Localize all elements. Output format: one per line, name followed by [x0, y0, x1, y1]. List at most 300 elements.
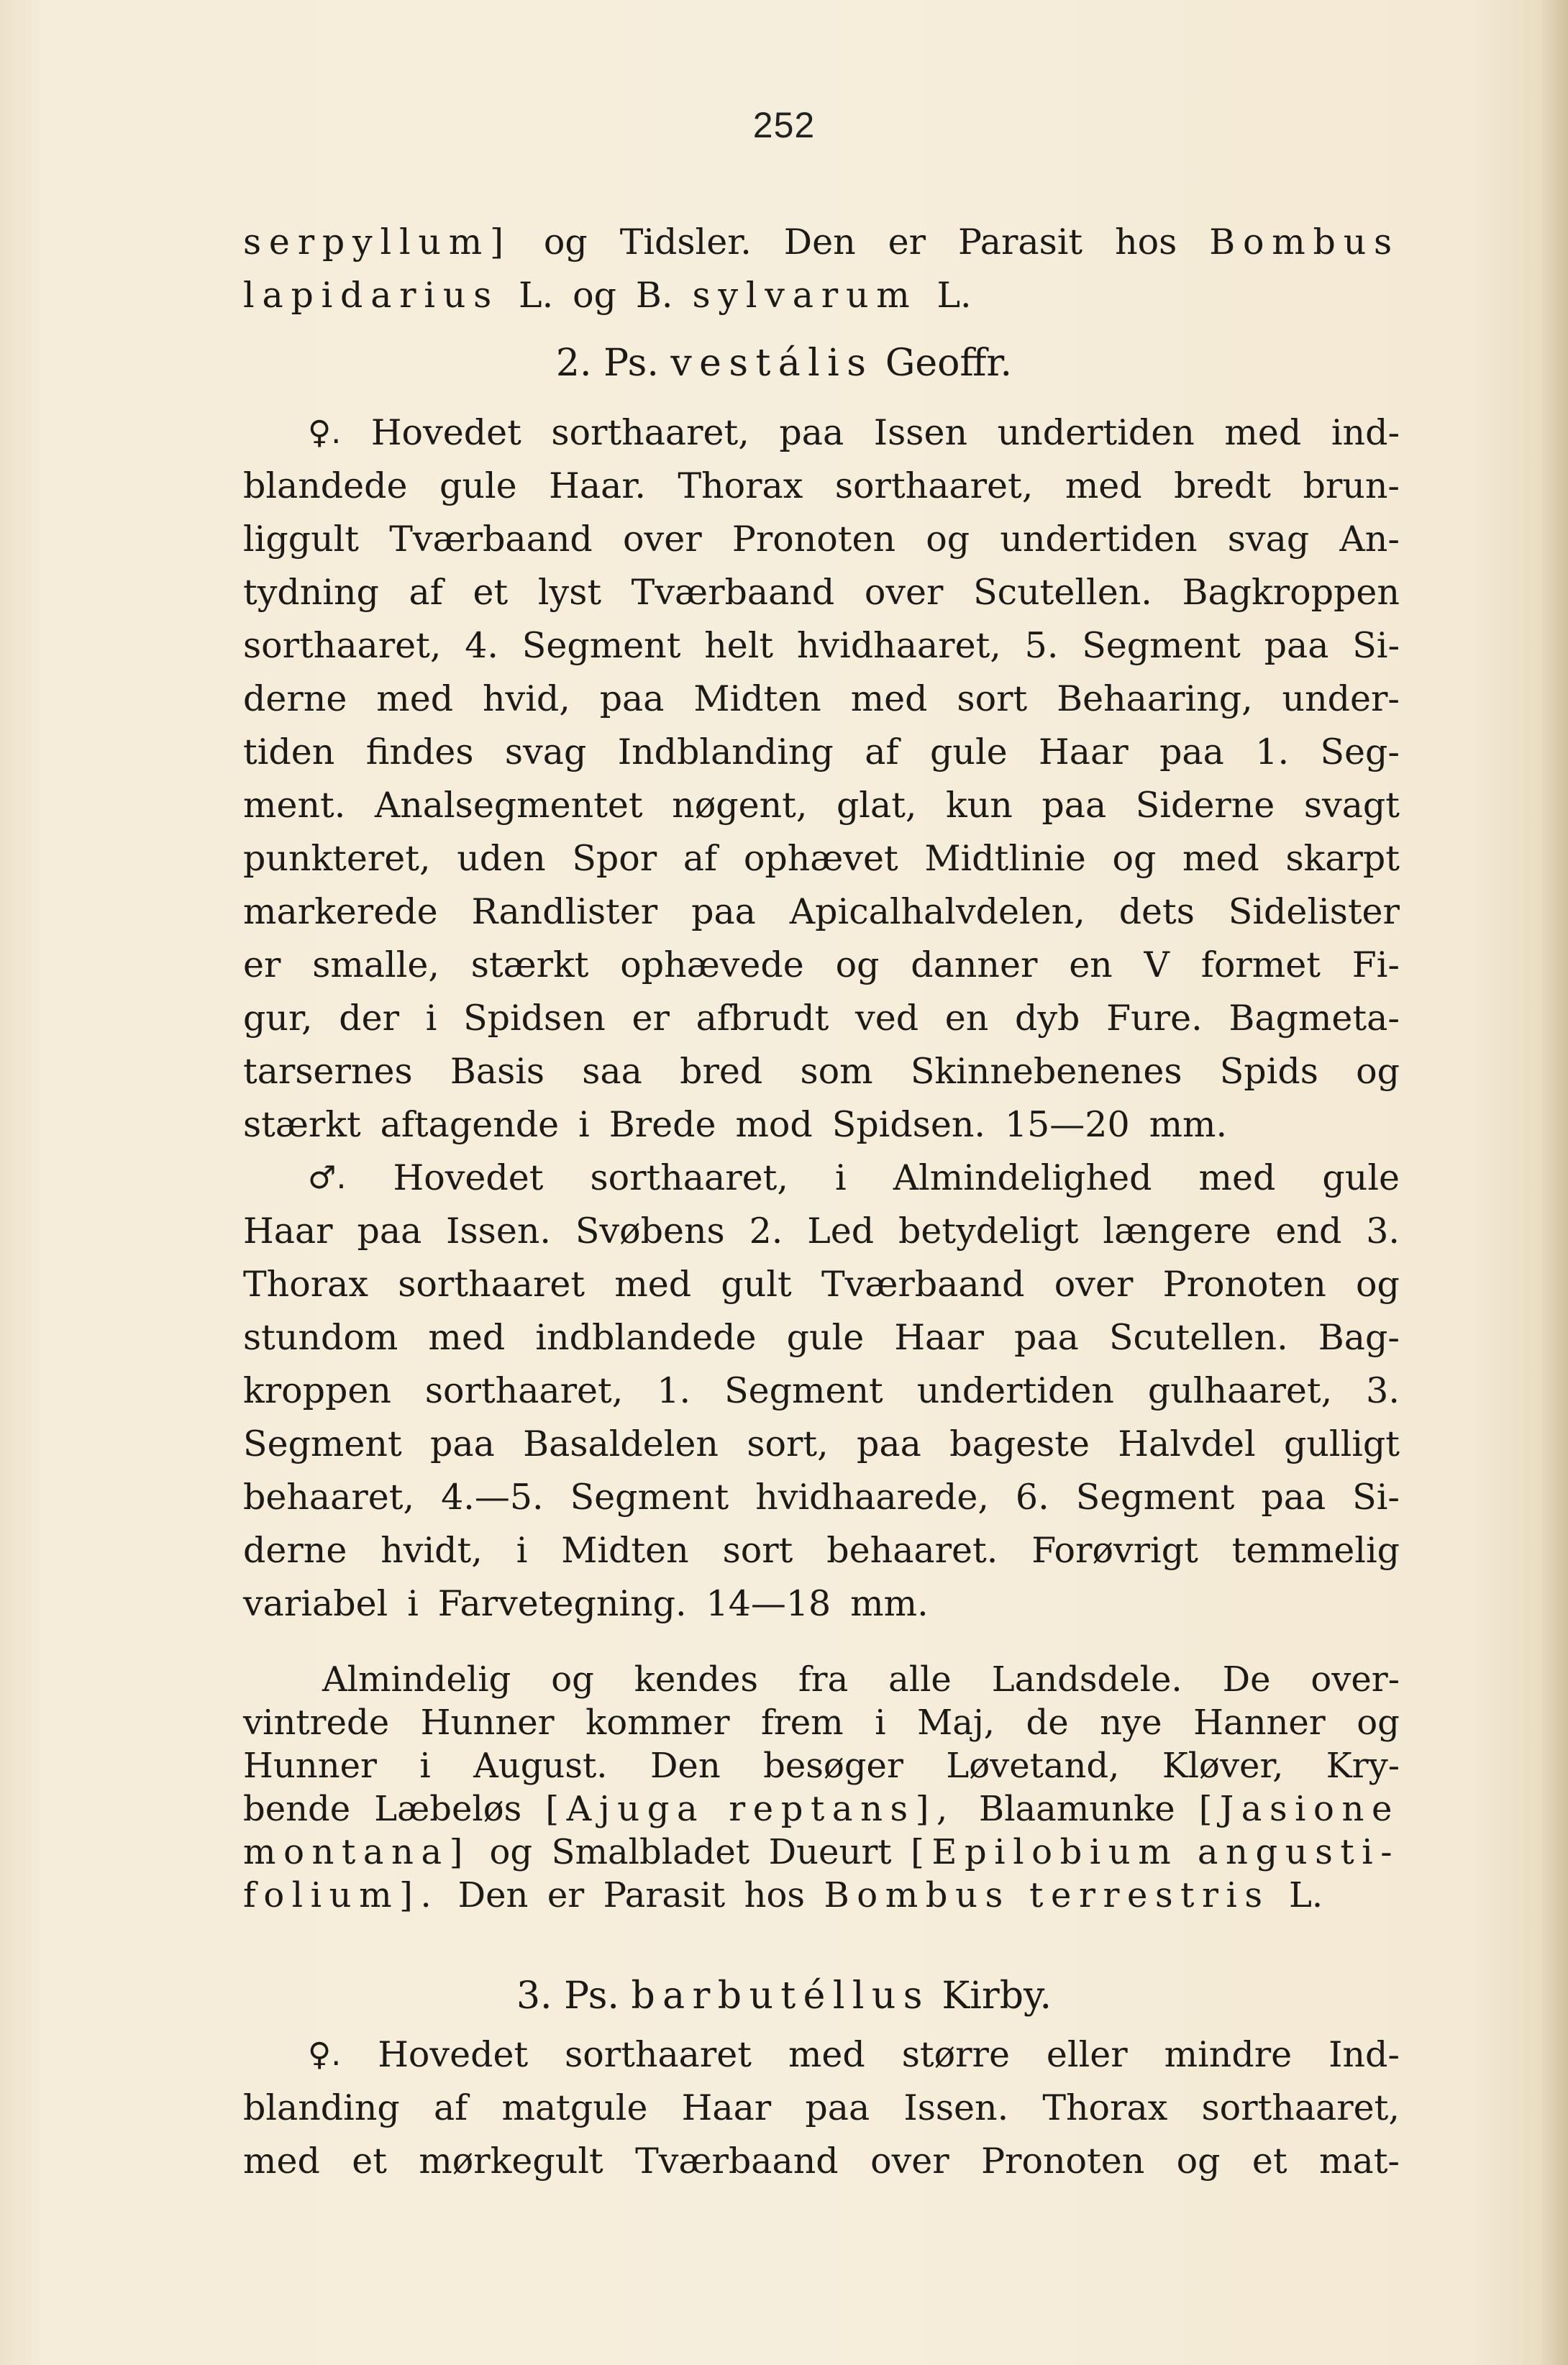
word: punkteret, [243, 838, 431, 879]
word: Segment [243, 1423, 402, 1464]
word: Landsdele. [991, 1659, 1182, 1700]
text-line [243, 939, 1400, 992]
word: sorthaaret, [590, 1157, 788, 1198]
word: Spidsen [463, 998, 606, 1039]
word: Bombus [1209, 222, 1400, 263]
word: L. [519, 275, 554, 316]
word: paa [599, 678, 665, 719]
male-symbol-icon: ♂. [308, 1159, 347, 1196]
word: sort [957, 678, 1028, 719]
male-description-vestalis [243, 1152, 1400, 1631]
text-line [243, 269, 1400, 322]
word: alle [888, 1659, 952, 1700]
text-line [243, 832, 1400, 885]
word: paa [357, 1211, 422, 1252]
word: af [683, 838, 718, 879]
text-line [243, 726, 1400, 779]
word: hvidhaaret, [796, 625, 1001, 666]
word: i [407, 1583, 419, 1624]
word: Haar [243, 1211, 333, 1252]
word: paa [779, 412, 844, 453]
word: paa [1159, 732, 1224, 773]
word: svag [504, 732, 587, 773]
word: glat, [836, 785, 917, 826]
word: med [788, 2034, 865, 2075]
word: bende [243, 1789, 351, 1829]
word: skarpt [1285, 838, 1400, 879]
word: undertiden [916, 1370, 1114, 1411]
text-line [243, 460, 1400, 513]
word: Hovedet [393, 1157, 544, 1198]
word: med [243, 2141, 320, 2182]
word: og [1356, 1051, 1400, 1092]
word: 3. [1366, 1370, 1400, 1411]
word: Pronoten [981, 2141, 1145, 2182]
word: Hanner [1193, 1703, 1326, 1743]
word: Segment [1075, 1477, 1235, 1518]
text-line [243, 1701, 1400, 1744]
heading-author: Kirby. [942, 1974, 1052, 2018]
word: paa [1261, 1477, 1326, 1518]
word: besøger [763, 1746, 903, 1786]
word: med [1224, 412, 1302, 453]
word: Spids [1219, 1051, 1318, 1092]
word: sorthaaret, [243, 625, 442, 666]
word: temmelig [1231, 1530, 1400, 1571]
word: sorthaaret, [834, 465, 1034, 506]
word: Scutellen. [973, 572, 1152, 613]
word: De [1222, 1659, 1271, 1700]
word: Tværbaand [631, 572, 835, 613]
word: er [547, 1875, 585, 1915]
word: nøgent, [672, 785, 808, 826]
word: over [623, 519, 702, 560]
text-line [243, 673, 1400, 726]
word: svag [1227, 519, 1310, 560]
word: sorthaaret, [551, 412, 749, 453]
word: over- [1311, 1659, 1400, 1700]
text-line [243, 1471, 1400, 1524]
word: montana] [243, 1832, 470, 1872]
word: svagt [1303, 785, 1400, 826]
text-line [243, 1524, 1400, 1577]
word: Tidsler. [619, 222, 752, 263]
word: over [1054, 1264, 1134, 1305]
word: uden [457, 838, 546, 879]
word: 3. [1366, 1211, 1400, 1252]
word: paa [805, 2087, 870, 2128]
word: paa [1014, 1317, 1079, 1358]
word: over [870, 2141, 949, 2182]
word: Tværbaand [389, 519, 593, 560]
word: med [1198, 1157, 1276, 1198]
word: Svøbens [575, 1211, 725, 1252]
text-line [243, 1098, 1400, 1152]
heading-species: vestális [670, 342, 874, 385]
word: nye [1100, 1703, 1162, 1743]
word: Parasit [957, 222, 1083, 263]
word: mm. [1149, 1104, 1228, 1145]
word: Haar [894, 1317, 984, 1358]
word: Issen [873, 412, 968, 453]
word: kun [946, 785, 1013, 826]
word: sort, [747, 1423, 829, 1464]
text-line [243, 1311, 1400, 1364]
word: Segment [521, 625, 681, 666]
word: matgule [501, 2087, 648, 2128]
female-description-barbutellus [243, 2028, 1400, 2188]
word: Led [807, 1211, 875, 1252]
word: Randlister [471, 891, 658, 932]
word: mindre [1164, 2034, 1293, 2075]
word: Sidelister [1228, 891, 1400, 932]
word: en [1069, 944, 1113, 985]
word: ment. [243, 785, 346, 826]
female-symbol-icon: ♀. [308, 414, 342, 451]
word: 15—20 [1004, 1104, 1130, 1145]
word: formet [1200, 944, 1321, 985]
word: variabel [243, 1583, 388, 1624]
word: hos [744, 1875, 806, 1915]
word: Analsegmentet [374, 785, 643, 826]
word: Si- [1352, 625, 1400, 666]
word: i [419, 1746, 431, 1786]
word: eller [1046, 2034, 1128, 2075]
word: fra [798, 1659, 849, 1700]
word: med [1065, 465, 1142, 506]
word: Kløver, [1162, 1746, 1284, 1786]
text-line [243, 1152, 1400, 1205]
word: Halvdel [1118, 1423, 1256, 1464]
word: indblandede [535, 1317, 757, 1358]
word: [Jasione [1198, 1789, 1400, 1829]
word: Hovedet [370, 412, 521, 453]
word: en [944, 998, 989, 1039]
word: i [578, 1104, 590, 1145]
word: danner [911, 944, 1038, 985]
word: og [1356, 1264, 1400, 1305]
word: bred [680, 1051, 763, 1092]
word: [Epilobium [911, 1832, 1179, 1872]
female-description-vestalis [243, 406, 1400, 1152]
word: er [243, 944, 281, 985]
text-line [243, 1364, 1400, 1418]
word: lapidarius [243, 275, 500, 316]
word: August. [473, 1746, 608, 1786]
word: brun- [1303, 465, 1400, 506]
word: Segment [1082, 625, 1241, 666]
word: større [901, 2034, 1010, 2075]
word: Issen. [446, 1211, 551, 1252]
word: Den [783, 222, 856, 263]
word: er [632, 998, 670, 1039]
text-line [243, 619, 1400, 673]
word: Siderne [1135, 785, 1275, 826]
word: smalle, [312, 944, 439, 985]
word: Midten [693, 678, 821, 719]
word: kroppen [243, 1370, 391, 1411]
page-number: 252 [752, 105, 816, 145]
text-line [243, 1787, 1400, 1831]
word: i [516, 1530, 528, 1571]
word: med [850, 678, 928, 719]
word: af [433, 2087, 468, 2128]
word: gulhaaret, [1147, 1370, 1333, 1411]
word: Bombus [824, 1875, 1011, 1915]
word: Haar. [549, 465, 646, 506]
word: Brede [608, 1104, 716, 1145]
word: mm. [850, 1583, 929, 1624]
word: hvidt, [380, 1530, 483, 1571]
word: lyst [537, 572, 602, 613]
word: kendes [634, 1659, 758, 1700]
word: paa [857, 1423, 921, 1464]
intro-paragraph [243, 216, 1400, 322]
word: paa [430, 1423, 495, 1464]
word: Kry- [1326, 1746, 1400, 1786]
text-line [243, 1744, 1400, 1787]
word: Issen. [903, 2087, 1009, 2128]
word: ind- [1331, 412, 1400, 453]
word: Segment [570, 1477, 729, 1518]
word: sorthaaret, [1201, 2087, 1400, 2128]
word: 2. [749, 1211, 783, 1252]
word: findes [365, 732, 474, 773]
text-line [243, 1874, 1400, 1917]
word: Fure. [1106, 998, 1203, 1039]
text-line [243, 1258, 1400, 1311]
word: paa [691, 891, 756, 932]
word: gulligt [1283, 1423, 1400, 1464]
heading-genus: Ps. [603, 342, 659, 385]
word: L. [1289, 1875, 1323, 1915]
word: stundom [243, 1317, 398, 1358]
word: og [926, 519, 970, 560]
word: er [888, 222, 926, 263]
word: Fi- [1352, 944, 1400, 985]
word: tydning [243, 572, 379, 613]
word: Thorax [678, 465, 803, 506]
word: Løvetand, [946, 1746, 1120, 1786]
word: 4. [465, 625, 498, 666]
word: Pronoten [1162, 1264, 1326, 1305]
word: Apicalhalvdelen, [789, 891, 1085, 932]
word: Thorax [1042, 2087, 1168, 2128]
word: sorthaaret [565, 2034, 752, 2075]
word: 1. [1255, 732, 1290, 773]
word: kommer [585, 1703, 730, 1743]
word: aftagende [380, 1104, 560, 1145]
word: Thorax [243, 1264, 369, 1305]
word: ophævet [743, 838, 898, 879]
word: Almindelighed [893, 1157, 1152, 1198]
word: frem [761, 1703, 844, 1743]
word: sort [722, 1530, 793, 1571]
word: Den [649, 1746, 721, 1786]
heading-author: Geoffr. [885, 342, 1013, 385]
word: 14—18 [706, 1583, 831, 1624]
word: Spidsen. [831, 1104, 986, 1145]
word: Dueurt [768, 1832, 892, 1872]
text-line [243, 2135, 1400, 2188]
word: der [339, 998, 400, 1039]
text-line [243, 406, 1400, 460]
word: gur, [243, 998, 313, 1039]
word: Bagmeta- [1229, 998, 1400, 1039]
word: og [1357, 1703, 1400, 1743]
word: 4.—5. [441, 1477, 544, 1518]
word: de [1026, 1703, 1069, 1743]
word: markerede [243, 891, 438, 932]
word: terrestris [1029, 1875, 1270, 1915]
word: vintrede [243, 1703, 390, 1743]
word: liggult [243, 519, 359, 560]
text-line [243, 1418, 1400, 1471]
word: tarsernes [243, 1051, 413, 1092]
word: med [1182, 838, 1259, 879]
word: blandede [243, 465, 408, 506]
heading-species: barbutéllus [631, 1974, 930, 2018]
word: med [614, 1264, 692, 1305]
word: og [543, 222, 588, 263]
word: Hunner [243, 1746, 377, 1786]
text-line [243, 885, 1400, 939]
word: Pronoten [731, 519, 896, 560]
text-line [243, 1045, 1400, 1098]
word: Tværbaand [821, 1264, 1025, 1305]
word: [Ajuga [545, 1789, 706, 1829]
word: gule [786, 1317, 865, 1358]
text-line [243, 1831, 1400, 1874]
word: under- [1282, 678, 1400, 719]
word: Segment [724, 1370, 883, 1411]
word: Basaldelen [523, 1423, 719, 1464]
word: Den [457, 1875, 529, 1915]
female-symbol-icon: ♀. [308, 2036, 342, 2073]
word: Bagkroppen [1182, 572, 1400, 613]
heading-genus: Ps. [564, 1974, 619, 2018]
word: 1. [657, 1370, 691, 1411]
word: Basis [450, 1051, 545, 1092]
text-line [243, 779, 1400, 832]
word: tiden [243, 732, 335, 773]
word: Forøvrigt [1031, 1530, 1198, 1571]
text-line [243, 1577, 1400, 1631]
word: Smalbladet [551, 1832, 750, 1872]
word: saa [582, 1051, 642, 1092]
word: et [352, 2141, 387, 2182]
word: B. [635, 275, 673, 316]
word: og [1112, 838, 1157, 879]
word: folium]. [243, 1875, 439, 1915]
word: Haar [681, 2087, 772, 2128]
word: længere [1103, 1211, 1252, 1252]
text-line [243, 216, 1400, 269]
word: i [875, 1703, 886, 1743]
word: af [409, 572, 443, 613]
species-heading-barbutellus [0, 1971, 1568, 2021]
word: Midten [561, 1530, 689, 1571]
word: med [428, 1317, 506, 1358]
word: afbrudt [696, 998, 829, 1039]
word: Behaaring, [1057, 678, 1253, 719]
word: Bag- [1318, 1317, 1400, 1358]
word: i [425, 998, 437, 1039]
text-line [243, 992, 1400, 1045]
distribution-note-vestalis [243, 1658, 1400, 1917]
word: dets [1118, 891, 1195, 932]
word: V [1144, 944, 1170, 985]
word: et [473, 572, 509, 613]
word: et [1252, 2141, 1287, 2182]
word: stærkt [243, 1104, 361, 1145]
word: og [573, 275, 616, 316]
text-line [243, 566, 1400, 619]
word: gule [930, 732, 1008, 773]
word: sylvarum [692, 275, 918, 316]
word: angusti- [1197, 1832, 1400, 1872]
word: Spor [572, 838, 657, 879]
word: Indblanding [617, 732, 834, 773]
word: mørkegult [419, 2141, 603, 2182]
word: Ind- [1328, 2034, 1400, 2075]
word: derne [243, 1530, 347, 1571]
word: Maj, [917, 1703, 995, 1743]
word: som [800, 1051, 873, 1092]
text-line [243, 2028, 1400, 2082]
word: undertiden [1000, 519, 1198, 560]
word: Parasit [603, 1875, 726, 1915]
text-line [243, 1205, 1400, 1258]
word: Almindelig [322, 1659, 511, 1700]
word: og [1176, 2141, 1221, 2182]
page-edge-shadow [1539, 0, 1568, 2365]
word: sorthaaret, [424, 1370, 624, 1411]
word: Læbeløs [374, 1789, 522, 1829]
word: behaaret, [243, 1477, 415, 1518]
word: gule [439, 465, 517, 506]
heading-number: 3. [516, 1974, 552, 2018]
word: Haar [1039, 732, 1129, 773]
word: 5. [1024, 625, 1059, 666]
word: betydeligt [898, 1211, 1079, 1252]
word: reptans], [729, 1789, 955, 1829]
text-line [243, 513, 1400, 566]
word: An- [1339, 519, 1400, 560]
word: Si- [1352, 1477, 1400, 1518]
word: med [376, 678, 454, 719]
word: dyb [1015, 998, 1080, 1039]
word: ophævede [620, 944, 804, 985]
word: hvid, [482, 678, 570, 719]
word: hvidhaarede, [755, 1477, 989, 1518]
word: og [489, 1832, 533, 1872]
word: stærkt [470, 944, 589, 985]
word: i [834, 1157, 847, 1198]
word: Scutellen. [1108, 1317, 1288, 1358]
word: bredt [1174, 465, 1271, 506]
word: Seg- [1320, 732, 1400, 773]
heading-number: 2. [555, 342, 592, 385]
word: end [1275, 1211, 1342, 1252]
word: undertiden [997, 412, 1195, 453]
word: mod [735, 1104, 813, 1145]
text-line [243, 1658, 1400, 1701]
word: sorthaaret [398, 1264, 585, 1305]
word: Tværbaand [635, 2141, 839, 2182]
word: Skinnebenenes [910, 1051, 1182, 1092]
word: Hunner [420, 1703, 555, 1743]
